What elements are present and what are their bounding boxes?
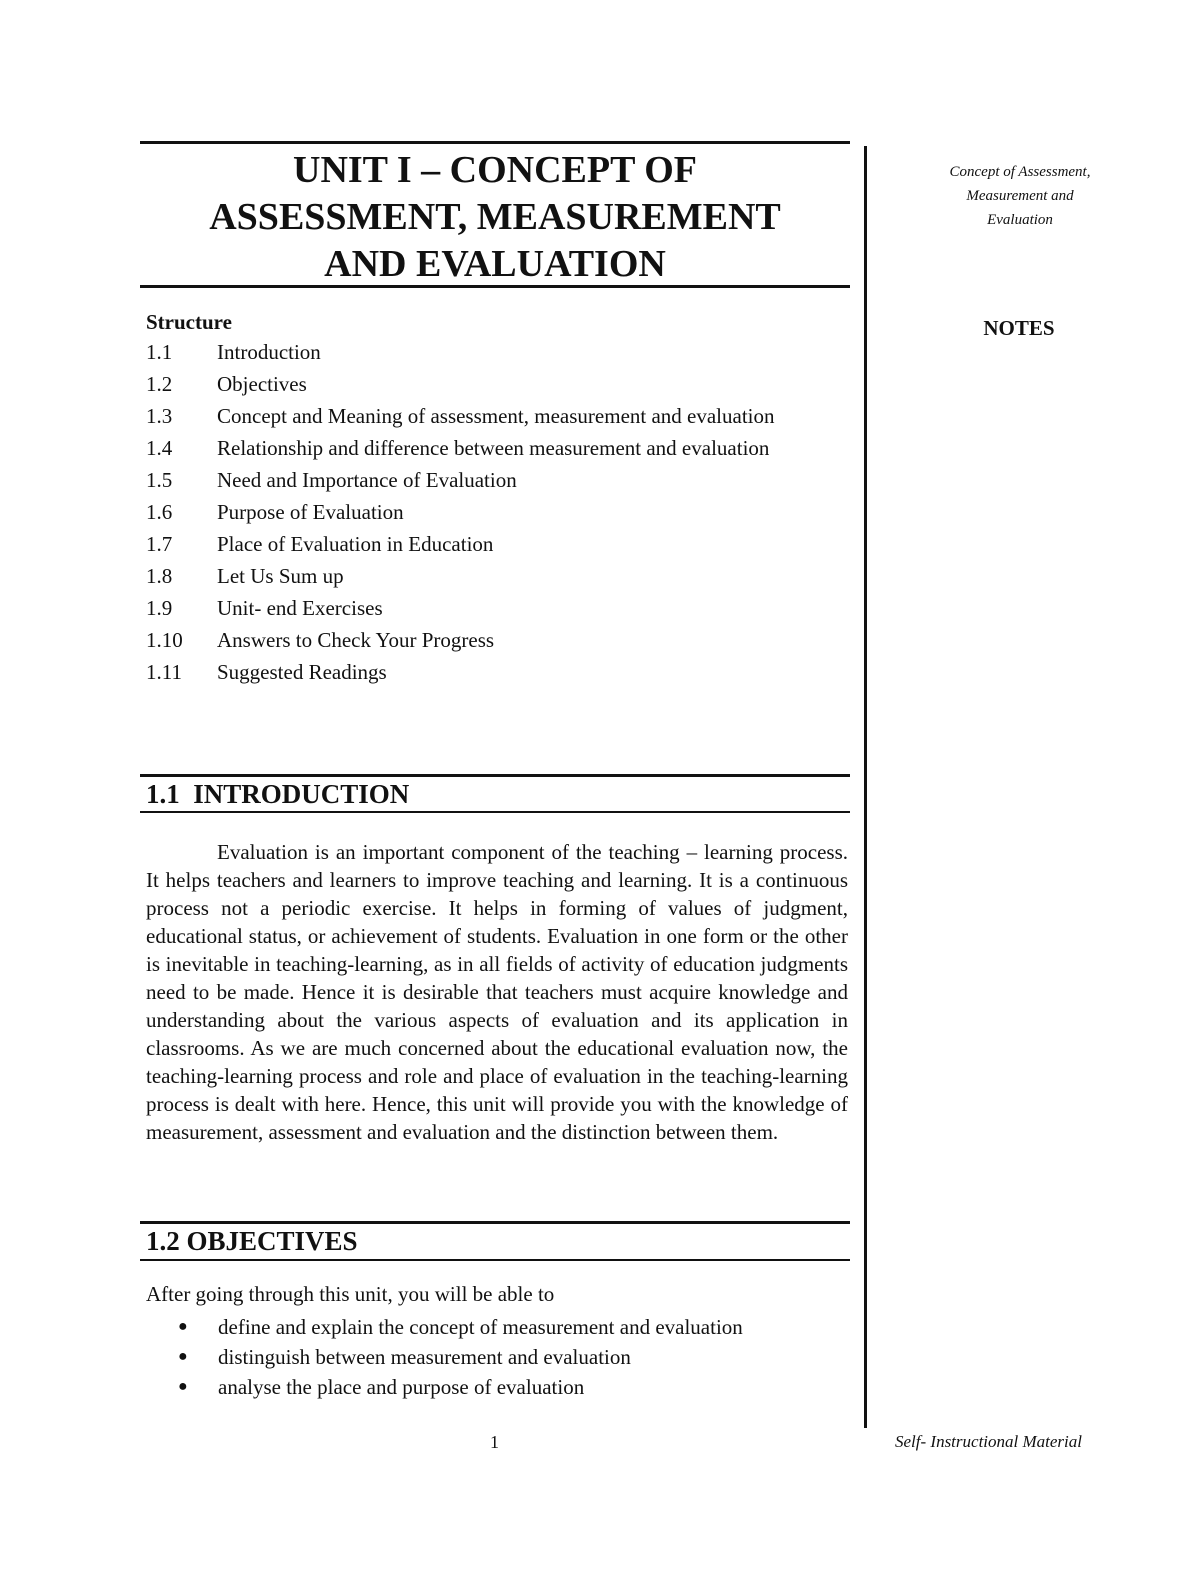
toc-item-number: 1.9 xyxy=(146,596,173,620)
bullet-icon: ● xyxy=(178,1378,188,1395)
toc-item xyxy=(146,400,848,432)
objectives-bottom-rule xyxy=(140,1259,850,1261)
toc-item-number: 1.4 xyxy=(146,436,173,460)
toc-item xyxy=(146,560,848,592)
toc-item-label: Objectives xyxy=(217,372,307,396)
structure-heading: Structure xyxy=(146,310,232,334)
list-item xyxy=(178,1372,848,1402)
toc-item xyxy=(146,624,848,656)
title-bottom-rule xyxy=(140,285,850,288)
title-top-rule xyxy=(140,141,850,144)
objective-text: define and explain the concept of measurement and evaluation xyxy=(218,1315,743,1339)
sidebar-title-line-2: Measurement and xyxy=(966,188,1074,204)
toc-item xyxy=(146,432,848,464)
footer-label: Self- Instructional Material xyxy=(895,1432,1082,1451)
toc-item-number: 1.8 xyxy=(146,564,173,588)
toc-item xyxy=(146,496,848,528)
toc-item xyxy=(146,592,848,624)
toc-item-label: Unit- end Exercises xyxy=(217,596,383,620)
list-item xyxy=(178,1312,848,1342)
sidebar-title-line-3: Evaluation xyxy=(987,212,1053,228)
toc-item-label: Answers to Check Your Progress xyxy=(217,628,495,652)
toc-item xyxy=(146,464,848,496)
objectives-heading: 1.2 OBJECTIVES xyxy=(146,1226,358,1256)
introduction-paragraph xyxy=(146,838,848,1146)
structure-list xyxy=(146,336,848,688)
toc-item xyxy=(146,368,848,400)
unit-title xyxy=(140,147,850,288)
objective-text: distinguish between measurement and evaluation xyxy=(218,1345,631,1369)
bullet-icon: ● xyxy=(178,1348,188,1365)
toc-item-label: Let Us Sum up xyxy=(217,564,344,588)
introduction-heading: 1.1 INTRODUCTION xyxy=(146,779,410,809)
objectives-list xyxy=(178,1312,848,1402)
toc-item-label: Relationship and difference between measurement and evaluation xyxy=(217,436,770,460)
page-number: 1 xyxy=(490,1432,499,1452)
toc-item xyxy=(146,656,848,688)
toc-item-number: 1.6 xyxy=(146,500,173,524)
unit-title-line-1: UNIT I – CONCEPT OF xyxy=(293,149,697,191)
intro-top-rule xyxy=(140,774,850,777)
sidebar-title-line-1: Concept of Assessment, xyxy=(949,164,1091,180)
objectives-intro: After going through this unit, you will be able to xyxy=(146,1282,555,1306)
toc-item-number: 1.3 xyxy=(146,404,173,428)
toc-item-number: 1.2 xyxy=(146,372,173,396)
toc-item-label: Place of Evaluation in Education xyxy=(217,532,494,556)
toc-item xyxy=(146,528,848,560)
toc-item-label: Purpose of Evaluation xyxy=(217,500,404,524)
objective-text: analyse the place and purpose of evaluation xyxy=(218,1375,585,1399)
toc-item-label: Concept and Meaning of assessment, measurement and evaluation xyxy=(217,404,775,428)
objectives-top-rule xyxy=(140,1221,850,1224)
margin-vertical-rule xyxy=(864,146,867,1428)
toc-item xyxy=(146,336,848,368)
toc-item-label: Suggested Readings xyxy=(217,660,387,684)
bullet-icon: ● xyxy=(178,1318,188,1335)
toc-item-label: Need and Importance of Evaluation xyxy=(217,468,517,492)
toc-item-number: 1.11 xyxy=(146,660,182,684)
list-item xyxy=(178,1342,848,1372)
unit-title-line-2: ASSESSMENT, MEASUREMENT xyxy=(209,196,781,238)
toc-item-number: 1.10 xyxy=(146,628,183,652)
unit-title-line-3: AND EVALUATION xyxy=(324,243,666,285)
introduction-text: Evaluation is an important component of the teaching – learning process. It helps teachers and learners to improve teaching and learning. It is a continuous process not a periodic exercise. It helps in forming of values of judgment, educational status, or achievement of students. Evaluation in one form or the other is inevitable in teaching-learning, as in all fields of activity of education judgments need to be made. Hence it is desirable that teachers must acquire knowledge and understanding about the various aspects of evaluation and its application in classrooms. As we are much concerned about the educational evaluation now, the teaching-learning process and role and place of evaluation in the teaching-learning process is dealt with here. Hence, this unit will provide you with the knowledge of measurement, assessment and evaluation and the distinction between them. xyxy=(146,840,848,1144)
toc-item-number: 1.1 xyxy=(146,340,173,364)
sidebar-running-title xyxy=(900,160,1140,232)
toc-item-number: 1.5 xyxy=(146,468,173,492)
toc-item-number: 1.7 xyxy=(146,532,173,556)
intro-bottom-rule xyxy=(140,811,850,813)
toc-item-label: Introduction xyxy=(217,340,321,364)
notes-label: NOTES xyxy=(983,316,1055,340)
